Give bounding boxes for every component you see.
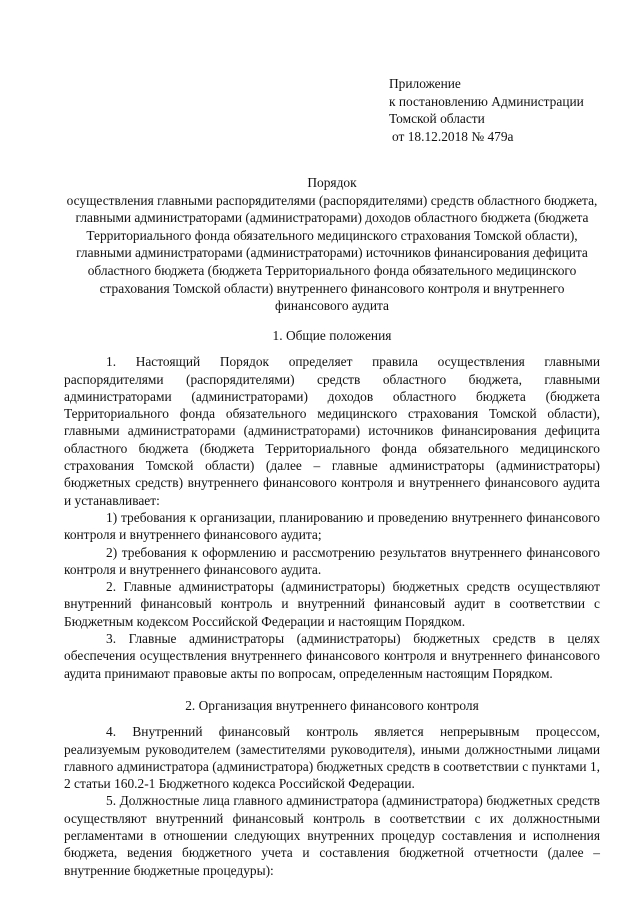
paragraph: 1) требования к организации, планированию и проведению внутреннего финансового контроля и внутреннего финансового аудита; [64,509,600,543]
annex-line-1: Приложение [389,76,461,91]
document-heading: Порядок [307,175,357,190]
annex-date: от 18.12.2018 № 479а [392,128,514,144]
paragraph: 3. Главные администраторы (администраторы) бюджетных средств в целях обеспечения осуществления внутреннего финансового контроля и внутреннего финансового аудита принимают правовые акты по вопросам, определенным настоящим Порядком. [64,631,600,681]
paragraph: 1. Настоящий Порядок определяет правила осуществления главными распорядителями (распорядителями) средств областного бюджета, главными администраторами (администраторами) доходов областного бюджета (бюджета Территориального фонда обязательного медицинского страхования Томской области), главными администраторами (администраторами) источников финансирования дефицита областного бюджета (бюджета Территориального фонда обязательного медицинского страхования Томской области) (далее – главные администраторы (администраторы) бюджетных средств) внутреннего финансового контроля и внутреннего финансового аудита и устанавливает: [64,354,600,508]
annex-line-3: Томской области [389,111,485,127]
paragraph: 2) требования к оформлению и рассмотрению результатов внутреннего финансового контроля и внутреннего финансового аудита. [64,544,600,577]
paragraph: 5. Должностные лица главного администратора (администратора) бюджетных средств осуществляют внутренний финансовый контроль в соответствии с их должностными регламентами в отношении следующих внутренних процедур составления и исполнения бюджета, ведения бюджетного учета и составления бюджетной отчетности (далее – внутренние бюджетные процедуры): [64,793,600,878]
document-body [64,327,600,879]
section-2-title: 2. Организация внутреннего финансового контроля [185,697,479,713]
document-subtitle: осуществления главными распорядителями (распорядителями) средств областного бюджета, главными администраторами (администраторами) доходов областного бюджета (бюджета Территориального фонда обязательного медицинского страхования Томской области), главными администраторами (администраторами) источников финансирования дефицита областного бюджета (бюджета Территориального фонда обязательного медицинского страхования Томской области) внутреннего финансового контроля и внутреннего финансового аудита [66,192,598,314]
document-title [64,174,600,315]
paragraph: 4. Внутренний финансовый контроль является непрерывным процессом, реализуемым руководителем (заместителями руководителя), иными должностными лицами главного администратора (администратора) бюджетных средств в соответствии с пунктами 1, 2 статьи 160.2-1 Бюджетного кодекса Российской Федерации. [64,724,600,792]
paragraph: 2. Главные администраторы (администраторы) бюджетных средств осуществляют внутренний финансовый контроль и внутренний финансовый аудит в соответствии с Бюджетным кодексом Российской Федерации и настоящим Порядком. [64,579,600,629]
section-1-title: 1. Общие положения [272,328,392,343]
annex-line-2: к постановлению Администрации [389,93,584,109]
annex-block [389,75,619,145]
